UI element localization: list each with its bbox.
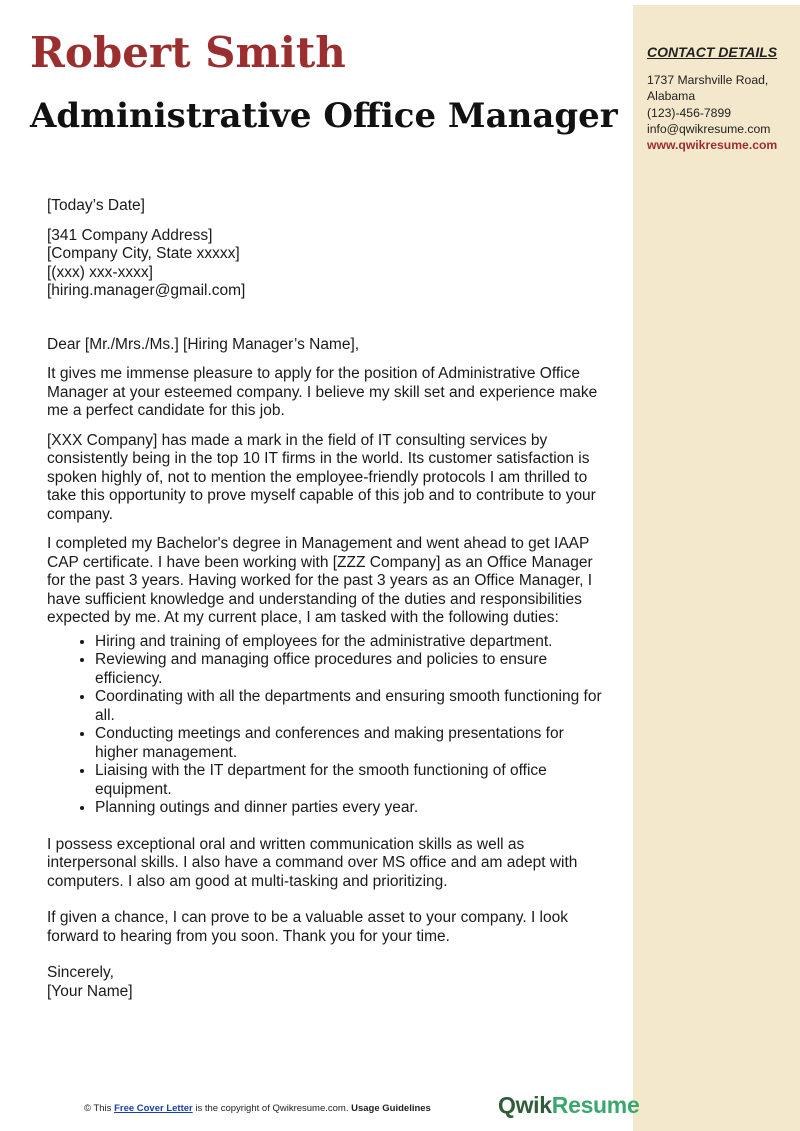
- contact-phone: (123)-456-7899: [647, 106, 732, 120]
- recipient-address: [341 Company Address]: [47, 226, 213, 244]
- contact-email[interactable]: info@qwikresume.com: [647, 122, 771, 136]
- duty-item: • Conducting meetings and conferences and making presentations for higher management.: [95, 725, 607, 762]
- contact-address-line1: 1737 Marshville Road,: [647, 73, 769, 87]
- signature-name: [Your Name]: [47, 982, 133, 1000]
- paragraph-experience: I completed my Bachelor's degree in Management and went ahead to get IAAP CAP certificate. I have been working with [ZZZ Company] as an Office Manager for the past 3 years. Having worked for the past 3 years as an Office Manager, I have sufficient knowledge and understanding of the duties and responsibilities expected by me. At my current place, I am tasked with the following duties:: [47, 535, 593, 626]
- signoff: Sincerely,: [47, 964, 114, 981]
- paragraph-company: [XXX Company] has made a mark in the field of IT consulting services by consistently being in the top 10 IT firms in the world. Its customer satisfaction is spoken highly of, not to mention the employee-friendly protocols I am thrilled to take this opportunity to prove myself capable of this job and to contribute to your company.: [47, 431, 596, 523]
- usage-guidelines-link[interactable]: Usage Guidelines: [351, 1103, 431, 1114]
- letter-body: [47, 197, 607, 1001]
- duty-item: • Planning outings and dinner parties every year.: [95, 799, 607, 818]
- contact-heading: CONTACT DETAILS: [647, 44, 778, 60]
- copyright-mid: is the copyright of Qwikresume.com.: [192, 1103, 352, 1114]
- free-cover-letter-link[interactable]: Free Cover Letter: [114, 1103, 193, 1114]
- duties-list: [47, 633, 607, 818]
- contact-website[interactable]: www.qwikresume.com: [647, 138, 778, 152]
- letter-date: [Today’s Date]: [47, 197, 145, 214]
- logo-part-resume: Resume: [551, 1092, 640, 1118]
- candidate-name: Robert Smith: [30, 28, 346, 77]
- recipient-block: [47, 227, 607, 301]
- contact-sidebar: [633, 5, 800, 1131]
- copyright-pre: This: [91, 1103, 115, 1114]
- duty-item: • Hiring and training of employees for the administrative department.: [95, 633, 607, 652]
- logo-part-qwik: Qwik: [498, 1092, 552, 1118]
- duty-item: • Liaising with the IT department for the smooth functioning of office equipment.: [95, 762, 607, 799]
- qwikresume-logo[interactable]: [498, 1092, 639, 1119]
- paragraph-intro: It gives me immense pleasure to apply for the position of Administrative Office Manager at your esteemed company. I believe my skill set and experience make me a perfect candidate for this job.: [47, 365, 598, 419]
- recipient-phone: [(xxx) xxx-xxxx]: [47, 263, 153, 281]
- recipient-city: [Company City, State xxxxx]: [47, 245, 240, 262]
- salutation: Dear [Mr./Mrs./Ms.] [Hiring Manager’s Name],: [47, 335, 360, 353]
- paragraph-closing: If given a chance, I can prove to be a valuable asset to your company. I look forward to hearing from you soon. Thank you for your time.: [47, 909, 568, 945]
- recipient-email: [hiring.manager@gmail.com]: [47, 282, 246, 299]
- copyright-symbol: ©: [84, 1103, 91, 1114]
- job-title: Administrative Office Manager: [30, 96, 618, 136]
- contact-address-line2: Alabama: [647, 89, 696, 103]
- duty-item: • Reviewing and managing office procedures and policies to ensure efficiency.: [95, 651, 607, 688]
- copyright-note: [84, 1103, 431, 1114]
- duty-item: • Coordinating with all the departments and ensuring smooth functioning for all.: [95, 688, 607, 725]
- paragraph-skills: I possess exceptional oral and written communication skills as well as interpersonal skills. I also have a command over MS office and am adept with computers. I also am good at multi-tasking and prioritizing.: [47, 835, 578, 890]
